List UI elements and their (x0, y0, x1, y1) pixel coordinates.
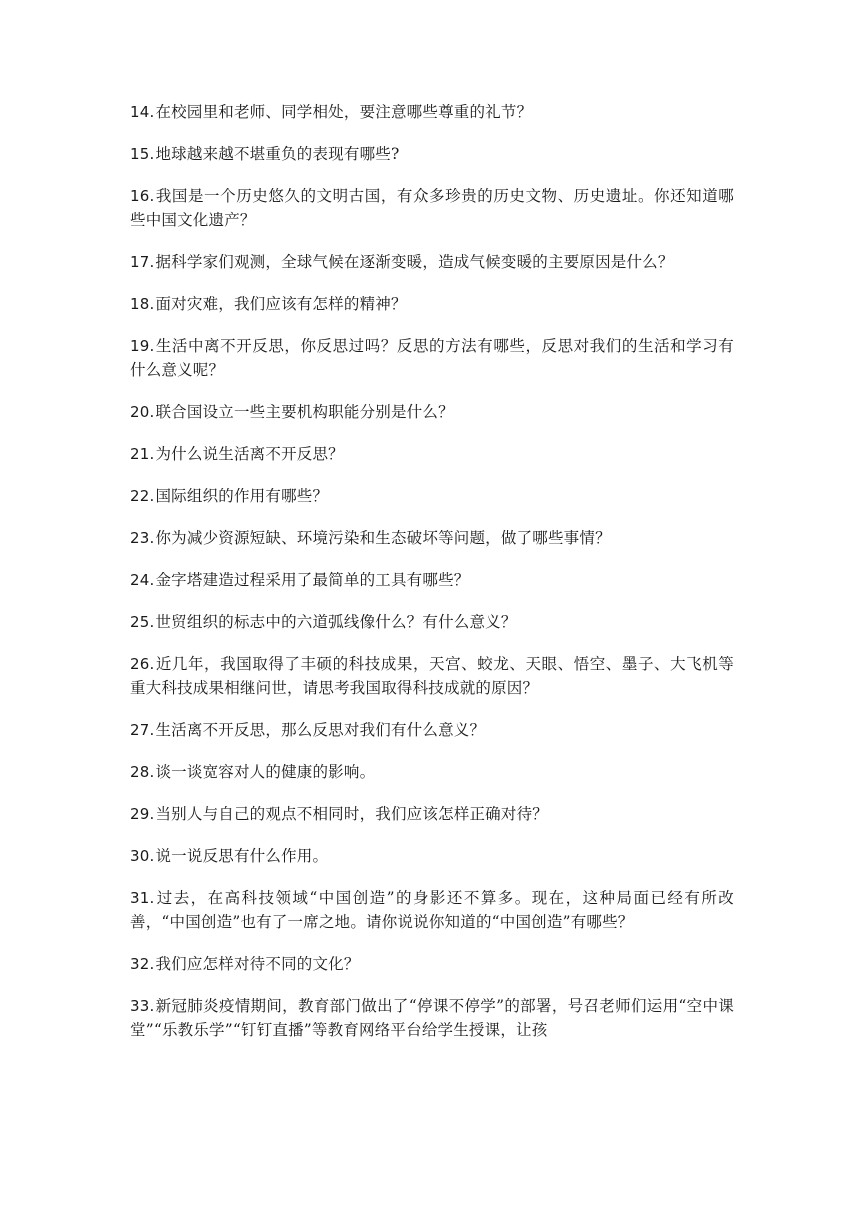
question-number: 23. (130, 529, 155, 547)
question-number: 32. (130, 955, 155, 973)
question-number: 26. (130, 655, 155, 673)
question-number: 22. (130, 487, 155, 505)
question-20 (130, 400, 734, 424)
question-number: 20. (130, 403, 155, 421)
question-number: 24. (130, 571, 155, 589)
question-text: 我们应怎样对待不同的文化？ (155, 955, 360, 973)
question-number: 18. (130, 295, 155, 313)
question-27 (130, 718, 734, 742)
question-30 (130, 844, 734, 868)
question-29 (130, 802, 734, 826)
question-text: 谈一谈宽容对人的健康的影响。 (155, 763, 376, 781)
question-number: 19. (130, 337, 155, 355)
question-14 (130, 100, 734, 124)
question-text: 面对灾难，我们应该有怎样的精神？ (155, 295, 407, 313)
question-number: 29. (130, 805, 155, 823)
question-number: 27. (130, 721, 155, 739)
question-number: 33. (130, 997, 155, 1015)
question-number: 15. (130, 145, 155, 163)
question-text: 当别人与自己的观点不相同时，我们应该怎样正确对待？ (155, 805, 548, 823)
question-number: 14. (130, 103, 155, 121)
question-18 (130, 292, 734, 316)
question-19 (130, 334, 734, 382)
question-number: 31. (130, 889, 155, 907)
question-24 (130, 568, 734, 592)
question-list (130, 100, 734, 1060)
question-text: 你为减少资源短缺、环境污染和生态破坏等问题，做了哪些事情？ (155, 529, 611, 547)
question-text: 新冠肺炎疫情期间，教育部门做出了“停课不停学”的部署，号召老师们运用“空中课堂”“乐教乐学”“钉钉直播”等教育网络平台给学生授课，让孩 (130, 997, 734, 1039)
question-number: 25. (130, 613, 155, 631)
question-number: 17. (130, 253, 155, 271)
question-text: 据科学家们观测，全球气候在逐渐变暖，造成气候变暖的主要原因是什么？ (155, 253, 674, 271)
question-21 (130, 442, 734, 466)
question-25 (130, 610, 734, 634)
question-text: 为什么说生活离不开反思？ (155, 445, 344, 463)
question-15 (130, 142, 734, 166)
question-text: 近几年，我国取得了丰硕的科技成果，天宫、蛟龙、天眼、悟空、墨子、大飞机等重大科技成果相继问世，请思考我国取得科技成就的原因？ (130, 655, 734, 697)
question-text: 世贸组织的标志中的六道弧线像什么？有什么意义？ (155, 613, 517, 631)
question-33 (130, 994, 734, 1042)
question-26 (130, 652, 734, 700)
question-text: 生活离不开反思，那么反思对我们有什么意义？ (155, 721, 486, 739)
question-text: 国际组织的作用有哪些？ (155, 487, 329, 505)
question-text: 过去，在高科技领域“中国创造”的身影还不算多。现在，这种局面已经有所改善，“中国创造”也有了一席之地。请你说说你知道的“中国创造”有哪些？ (130, 889, 734, 931)
question-text: 在校园里和老师、同学相处，要注意哪些尊重的礼节？ (155, 103, 533, 121)
question-22 (130, 484, 734, 508)
question-16 (130, 184, 734, 232)
question-31 (130, 886, 734, 934)
question-number: 28. (130, 763, 155, 781)
question-23 (130, 526, 734, 550)
question-text: 金字塔建造过程采用了最简单的工具有哪些？ (155, 571, 470, 589)
question-number: 16. (130, 187, 155, 205)
question-text: 生活中离不开反思，你反思过吗？反思的方法有哪些，反思对我们的生活和学习有什么意义呢？ (130, 337, 734, 379)
question-text: 联合国设立一些主要机构职能分别是什么？ (155, 403, 454, 421)
question-17 (130, 250, 734, 274)
question-number: 21. (130, 445, 155, 463)
question-32 (130, 952, 734, 976)
question-number: 30. (130, 847, 155, 865)
question-text: 说一说反思有什么作用。 (155, 847, 329, 865)
question-text: 地球越来越不堪重负的表现有哪些? (155, 145, 400, 163)
question-text: 我国是一个历史悠久的文明古国，有众多珍贵的历史文物、历史遗址。你还知道哪些中国文化遗产？ (130, 187, 734, 229)
question-28 (130, 760, 734, 784)
